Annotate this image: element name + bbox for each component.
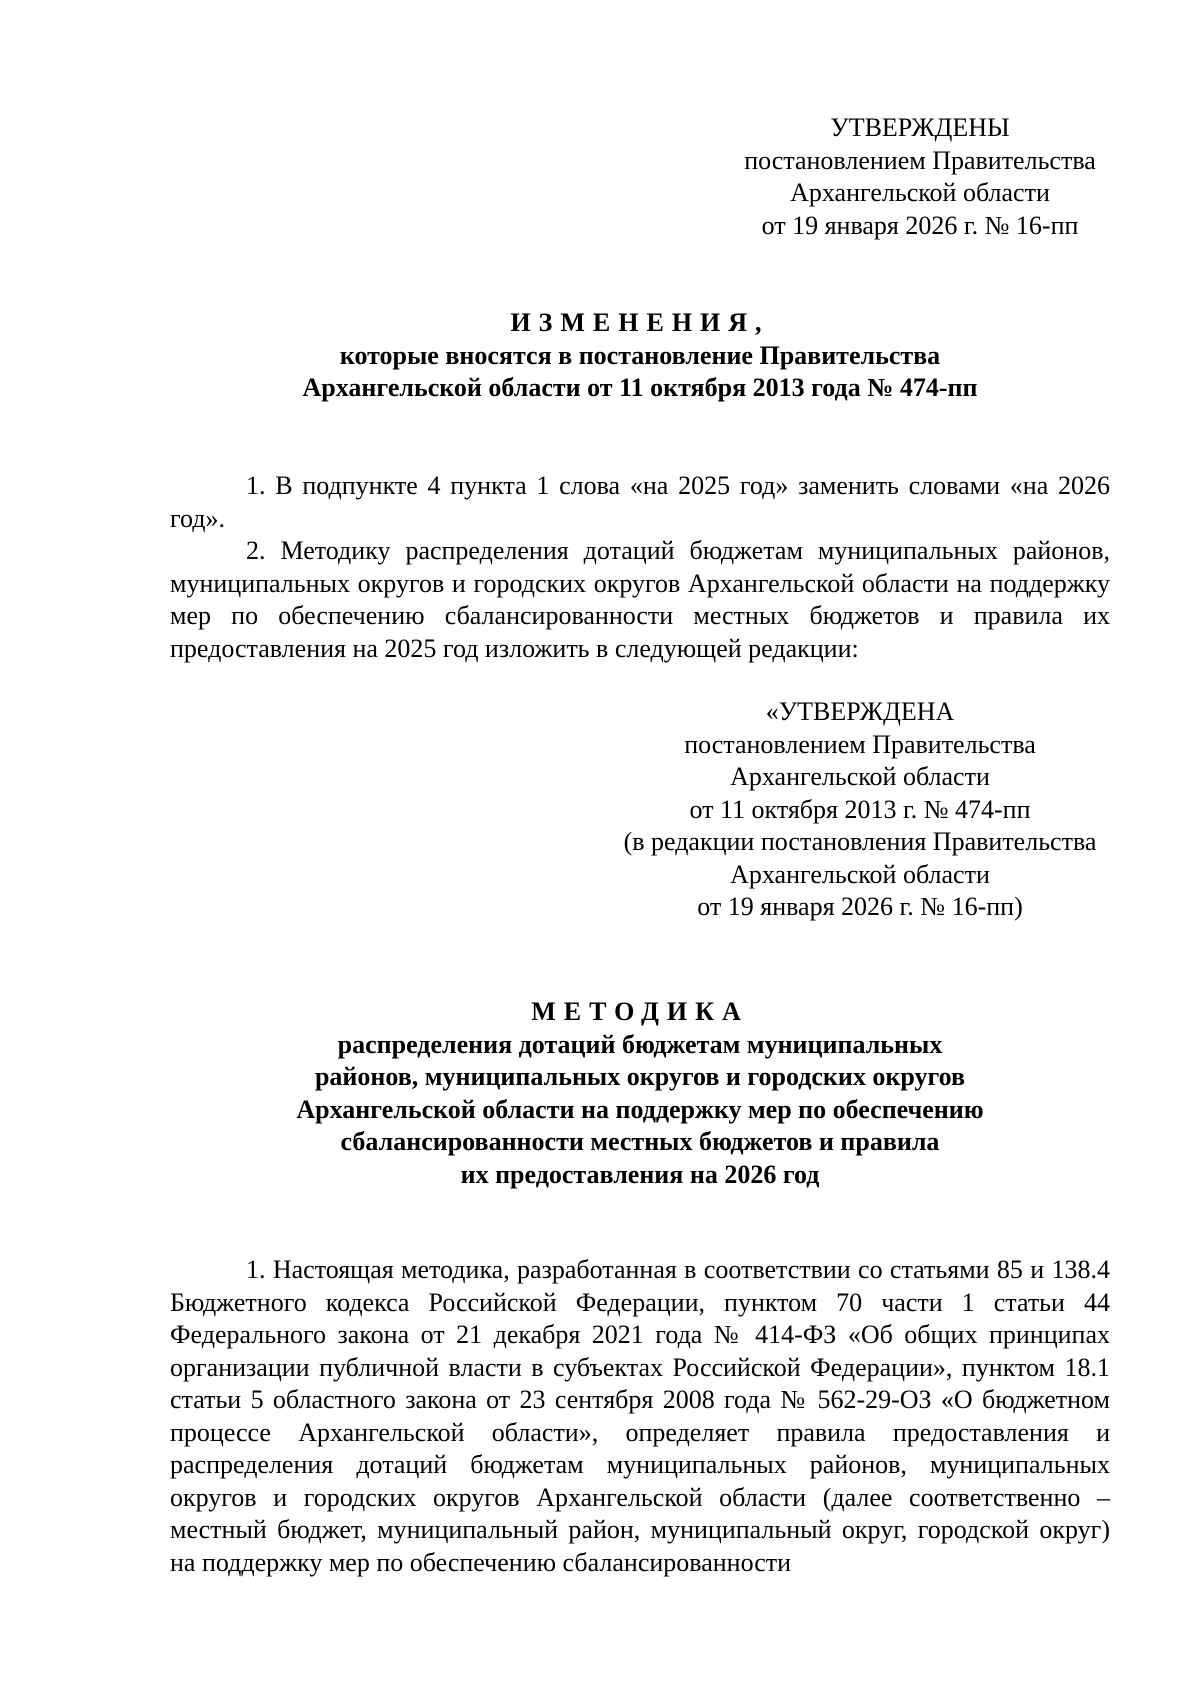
approval-inner-line2: Архангельской области xyxy=(730,762,990,791)
method-subtitle-line4: сбалансированности местных бюджетов и правила xyxy=(340,1127,940,1156)
method-heading xyxy=(170,996,1110,1191)
changes-body xyxy=(170,470,1110,665)
method-title: МЕТОДИКА xyxy=(531,997,749,1026)
approval-top-line1: постановлением Правительства xyxy=(744,145,1096,175)
changes-item-1: 1. В подпункте 4 пункта 1 слова «на 2025 год» заменить словами «на 2026 год». xyxy=(170,471,1110,533)
approval-inner-line5: Архангельской области xyxy=(730,859,990,889)
changes-subtitle-line1: которые вносятся в постановление Правительства xyxy=(339,340,941,370)
approval-inner-line4: (в редакции постановления Правительства xyxy=(623,827,1097,856)
method-body xyxy=(170,1254,1110,1579)
approval-inner-line1: постановлением Правительства xyxy=(684,729,1036,759)
method-subtitle-line3: Архангельской области на поддержку мер по обеспечению xyxy=(296,1094,984,1124)
approval-inner-title: «УТВЕРЖДЕНА xyxy=(765,697,955,726)
changes-item-2: 2. Методику распределения дотаций бюджетам муниципальных районов, муниципальных округов и городских округов Архангельской области на поддержку мер по обеспечению сбалансированности местных бюджетов и правила их предоставления на 2025 год изложить в следующей редакции: xyxy=(170,536,1110,663)
changes-subtitle-line2: Архангельской области от 11 октября 2013 года № 474-пп xyxy=(302,373,978,402)
approval-inner-line3: от 11 октября 2013 г. № 474-пп xyxy=(689,794,1031,824)
approval-inner-line6: от 19 января 2026 г. № 16-пп) xyxy=(697,892,1023,921)
changes-title: ИЗМЕНЕНИЯ, xyxy=(510,308,770,337)
method-subtitle-line2: районов, муниципальных округов и городских округов xyxy=(314,1062,966,1091)
method-subtitle-line5: их предоставления на 2026 год xyxy=(460,1159,820,1189)
method-subtitle-line1: распределения дотаций бюджетам муниципальных xyxy=(337,1029,943,1059)
changes-heading xyxy=(170,307,1110,405)
method-item-1: 1. Настоящая методика, разработанная в соответствии со статьями 85 и 138.4 Бюджетного кодекса Российской Федерации, пунктом 70 части 1 статьи 44 Федерального закона от 21 декабря 2021 года № 414-ФЗ «Об общих принципах организации публичной власти в субъектах Российской Федерации», пунктом 18.1 статьи 5 областного закона от 23 сентября 2008 года № 562-29-ОЗ «О бюджетном процессе Архангельской области», определяет правила предоставления и распределения дотаций бюджетам муниципальных районов, муниципальных округов и городских округов Архангельской области (далее соответственно – местный бюджет, муниципальный район, муниципальный округ, городской округ) на поддержку мер по обеспечению сбалансированности xyxy=(170,1255,1110,1577)
approval-stamp-inner xyxy=(600,696,1120,924)
approval-stamp-top xyxy=(700,112,1140,242)
approval-top-line2: Архангельской области xyxy=(790,178,1050,207)
approval-top-line3: от 19 января 2026 г. № 16-пп xyxy=(761,210,1079,240)
approval-top-title: УТВЕРЖДЕНЫ xyxy=(830,113,1010,142)
